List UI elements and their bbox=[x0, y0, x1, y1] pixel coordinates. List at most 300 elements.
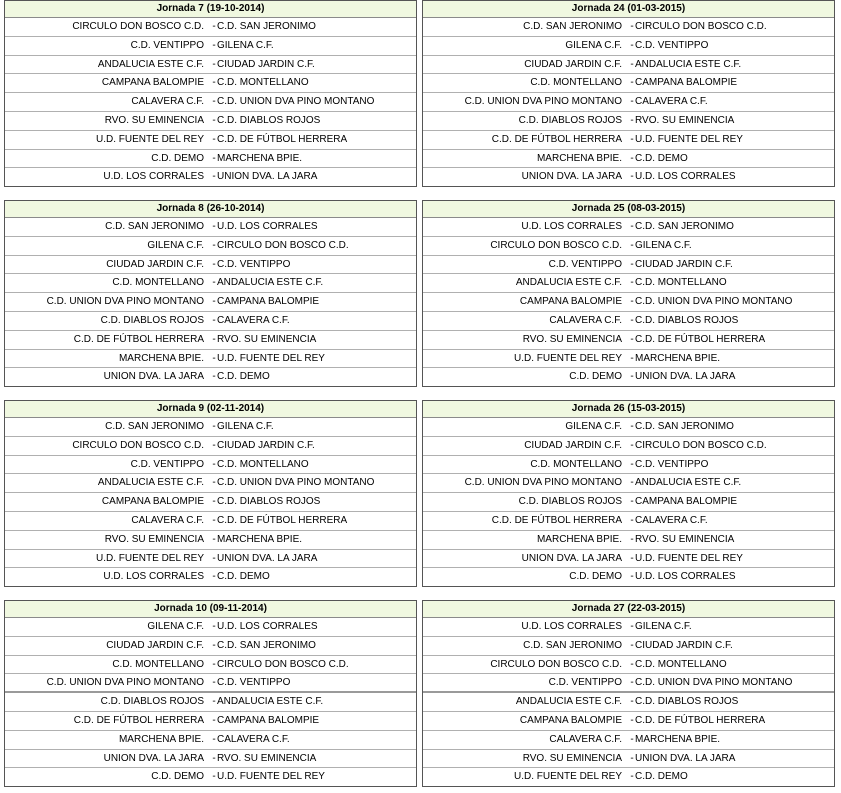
home-team: C.D. VENTIPPO bbox=[130, 39, 204, 51]
match-separator: - bbox=[630, 221, 634, 232]
match-separator: - bbox=[630, 752, 634, 764]
match-separator: - bbox=[630, 239, 634, 251]
match-separator: - bbox=[630, 333, 634, 345]
home-team: C.D. UNION DVA PINO MONTANO bbox=[46, 296, 204, 308]
match-row bbox=[5, 93, 416, 112]
round-title: Jornada 26 (15-03-2015) bbox=[423, 401, 834, 418]
match-row bbox=[423, 712, 834, 731]
match-row bbox=[423, 674, 834, 693]
match-row bbox=[423, 568, 834, 587]
home-team: CIUDAD JARDIN C.F. bbox=[106, 639, 204, 651]
match-row bbox=[5, 550, 416, 569]
away-team: CALAVERA C.F. bbox=[635, 96, 708, 108]
home-team: CIUDAD JARDIN C.F. bbox=[524, 58, 622, 70]
home-team: U.D. FUENTE DEL REY bbox=[514, 771, 622, 783]
home-team: ANDALUCIA ESTE C.F. bbox=[515, 277, 622, 289]
away-team: C.D. UNION DVA PINO MONTANO bbox=[635, 296, 793, 308]
home-team: C.D. DIABLOS ROJOS bbox=[518, 496, 622, 508]
away-team: U.D. LOS CORRALES bbox=[217, 221, 318, 232]
home-team: UNION DVA. LA JARA bbox=[103, 752, 204, 764]
away-team: CALAVERA C.F. bbox=[217, 314, 290, 326]
match-row bbox=[5, 637, 416, 656]
away-team: GILENA C.F. bbox=[635, 621, 692, 632]
match-row bbox=[423, 168, 834, 187]
home-team: C.D. SAN JERONIMO bbox=[523, 639, 622, 651]
away-team: MARCHENA BPIE. bbox=[635, 352, 721, 364]
home-team: C.D. DEMO bbox=[569, 571, 622, 583]
match-row bbox=[423, 112, 834, 131]
match-separator: - bbox=[630, 477, 634, 489]
match-separator: - bbox=[212, 333, 216, 345]
away-team: RVO. SU EMINENCIA bbox=[635, 114, 735, 126]
home-team: CAMPANA BALOMPIE bbox=[519, 714, 622, 726]
match-separator: - bbox=[630, 696, 634, 708]
match-separator: - bbox=[212, 171, 216, 183]
match-row bbox=[5, 568, 416, 587]
home-team: ANDALUCIA ESTE C.F. bbox=[515, 696, 622, 708]
round-row bbox=[4, 200, 837, 389]
home-team: C.D. UNION DVA PINO MONTANO bbox=[464, 96, 622, 108]
match-row bbox=[5, 218, 416, 237]
away-team: CIRCULO DON BOSCO C.D. bbox=[635, 439, 767, 451]
home-team: CIUDAD JARDIN C.F. bbox=[106, 258, 204, 270]
home-team: U.D. FUENTE DEL REY bbox=[96, 133, 204, 145]
match-row bbox=[423, 274, 834, 293]
match-row bbox=[423, 368, 834, 387]
round-title: Jornada 27 (22-03-2015) bbox=[423, 601, 834, 618]
home-team: U.D. FUENTE DEL REY bbox=[96, 552, 204, 564]
home-team: C.D. VENTIPPO bbox=[548, 258, 622, 270]
away-team: CIUDAD JARDIN C.F. bbox=[217, 439, 315, 451]
match-separator: - bbox=[630, 714, 634, 726]
away-team: C.D. VENTIPPO bbox=[635, 458, 709, 470]
home-team: MARCHENA BPIE. bbox=[536, 152, 622, 164]
match-separator: - bbox=[212, 296, 216, 308]
away-team: ANDALUCIA ESTE C.F. bbox=[635, 477, 742, 489]
home-team: C.D. UNION DVA PINO MONTANO bbox=[46, 677, 204, 689]
match-separator: - bbox=[212, 314, 216, 326]
home-team: C.D. VENTIPPO bbox=[130, 458, 204, 470]
round-title: Jornada 8 (26-10-2014) bbox=[5, 201, 416, 218]
match-row bbox=[5, 350, 416, 369]
away-team: CIUDAD JARDIN C.F. bbox=[635, 639, 733, 651]
match-row bbox=[5, 418, 416, 437]
home-team: C.D. MONTELLANO bbox=[530, 77, 622, 89]
away-team: U.D. FUENTE DEL REY bbox=[217, 771, 325, 783]
match-separator: - bbox=[212, 477, 216, 489]
match-separator: - bbox=[212, 771, 216, 783]
away-team: C.D. SAN JERONIMO bbox=[217, 639, 316, 651]
home-team: C.D. DIABLOS ROJOS bbox=[100, 696, 204, 708]
fixture-block-right bbox=[422, 600, 835, 787]
home-team: U.D. LOS CORRALES bbox=[103, 571, 204, 583]
match-row bbox=[423, 312, 834, 331]
home-team: RVO. SU EMINENCIA bbox=[522, 333, 622, 345]
match-row bbox=[423, 550, 834, 569]
match-row bbox=[423, 18, 834, 37]
match-separator: - bbox=[630, 296, 634, 308]
home-team: CIUDAD JARDIN C.F. bbox=[524, 439, 622, 451]
home-team: CAMPANA BALOMPIE bbox=[101, 77, 204, 89]
away-team: U.D. FUENTE DEL REY bbox=[217, 352, 325, 364]
match-row bbox=[423, 437, 834, 456]
match-row bbox=[5, 168, 416, 187]
away-team: CALAVERA C.F. bbox=[635, 514, 708, 526]
away-team: C.D. UNION DVA PINO MONTANO bbox=[217, 96, 375, 108]
match-separator: - bbox=[212, 114, 216, 126]
match-row bbox=[423, 350, 834, 369]
match-separator: - bbox=[630, 439, 634, 451]
home-team: ANDALUCIA ESTE C.F. bbox=[97, 477, 204, 489]
home-team: GILENA C.F. bbox=[147, 239, 204, 251]
round-title: Jornada 9 (02-11-2014) bbox=[5, 401, 416, 418]
match-row bbox=[5, 112, 416, 131]
match-separator: - bbox=[630, 496, 634, 508]
match-separator: - bbox=[630, 152, 634, 164]
away-team: C.D. DIABLOS ROJOS bbox=[217, 496, 321, 508]
match-separator: - bbox=[630, 733, 634, 745]
match-separator: - bbox=[212, 77, 216, 89]
match-separator: - bbox=[630, 21, 634, 32]
match-row bbox=[423, 74, 834, 93]
match-row bbox=[5, 731, 416, 750]
match-row bbox=[5, 693, 416, 712]
home-team: C.D. DE FÚTBOL HERRERA bbox=[491, 133, 622, 145]
match-row bbox=[5, 493, 416, 512]
match-row bbox=[5, 256, 416, 275]
home-team: RVO. SU EMINENCIA bbox=[104, 114, 204, 126]
match-separator: - bbox=[212, 733, 216, 745]
match-separator: - bbox=[630, 314, 634, 326]
home-team: C.D. MONTELLANO bbox=[112, 658, 204, 670]
away-team: CIUDAD JARDIN C.F. bbox=[635, 258, 733, 270]
match-row bbox=[5, 750, 416, 769]
match-separator: - bbox=[212, 221, 216, 232]
away-team: C.D. VENTIPPO bbox=[217, 258, 291, 270]
match-separator: - bbox=[630, 258, 634, 270]
home-team: C.D. SAN JERONIMO bbox=[105, 421, 204, 432]
match-separator: - bbox=[212, 752, 216, 764]
away-team: CIRCULO DON BOSCO C.D. bbox=[217, 239, 349, 251]
away-team: C.D. DE FÚTBOL HERRERA bbox=[635, 333, 766, 345]
away-team: ANDALUCIA ESTE C.F. bbox=[217, 696, 324, 708]
match-row bbox=[5, 237, 416, 256]
home-team: U.D. LOS CORRALES bbox=[103, 171, 204, 183]
match-separator: - bbox=[630, 458, 634, 470]
away-team: CAMPANA BALOMPIE bbox=[217, 714, 320, 726]
away-team: C.D. DE FÚTBOL HERRERA bbox=[217, 514, 348, 526]
match-separator: - bbox=[212, 258, 216, 270]
away-team: C.D. DEMO bbox=[217, 371, 270, 383]
match-separator: - bbox=[212, 621, 216, 632]
match-separator: - bbox=[212, 677, 216, 689]
away-team: C.D. VENTIPPO bbox=[635, 39, 709, 51]
away-team: C.D. UNION DVA PINO MONTANO bbox=[635, 677, 793, 689]
match-row bbox=[423, 474, 834, 493]
away-team: C.D. DE FÚTBOL HERRERA bbox=[635, 714, 766, 726]
match-separator: - bbox=[212, 39, 216, 51]
away-team: ANDALUCIA ESTE C.F. bbox=[217, 277, 324, 289]
home-team: C.D. DEMO bbox=[569, 371, 622, 383]
match-row bbox=[423, 731, 834, 750]
home-team: CALAVERA C.F. bbox=[549, 733, 622, 745]
match-row bbox=[423, 218, 834, 237]
away-team: MARCHENA BPIE. bbox=[217, 152, 303, 164]
match-separator: - bbox=[212, 239, 216, 251]
fixture-block-right bbox=[422, 200, 835, 387]
home-team: U.D. LOS CORRALES bbox=[521, 221, 622, 232]
home-team: C.D. SAN JERONIMO bbox=[105, 221, 204, 232]
match-separator: - bbox=[212, 96, 216, 108]
match-separator: - bbox=[212, 21, 216, 32]
away-team: C.D. MONTELLANO bbox=[635, 277, 727, 289]
match-separator: - bbox=[630, 639, 634, 651]
match-row bbox=[423, 456, 834, 475]
match-row bbox=[5, 131, 416, 150]
match-row bbox=[5, 474, 416, 493]
match-row bbox=[423, 131, 834, 150]
match-separator: - bbox=[630, 658, 634, 670]
fixture-block-left bbox=[4, 0, 417, 187]
match-separator: - bbox=[630, 96, 634, 108]
away-team: U.D. LOS CORRALES bbox=[635, 571, 736, 583]
match-separator: - bbox=[212, 552, 216, 564]
home-team: MARCHENA BPIE. bbox=[536, 533, 622, 545]
home-team: C.D. UNION DVA PINO MONTANO bbox=[464, 477, 622, 489]
home-team: CIRCULO DON BOSCO C.D. bbox=[490, 658, 622, 670]
home-team: C.D. DIABLOS ROJOS bbox=[518, 114, 622, 126]
match-separator: - bbox=[630, 421, 634, 432]
away-team: C.D. MONTELLANO bbox=[217, 77, 309, 89]
away-team: UNION DVA. LA JARA bbox=[217, 552, 318, 564]
away-team: CAMPANA BALOMPIE bbox=[217, 296, 320, 308]
home-team: C.D. SAN JERONIMO bbox=[523, 21, 622, 32]
away-team: CAMPANA BALOMPIE bbox=[635, 496, 738, 508]
home-team: C.D. DEMO bbox=[151, 771, 204, 783]
away-team: GILENA C.F. bbox=[635, 239, 692, 251]
away-team: C.D. SAN JERONIMO bbox=[217, 21, 316, 32]
match-separator: - bbox=[630, 621, 634, 632]
home-team: U.D. LOS CORRALES bbox=[521, 621, 622, 632]
home-team: C.D. DE FÚTBOL HERRERA bbox=[491, 514, 622, 526]
match-row bbox=[5, 368, 416, 387]
fixture-block-left bbox=[4, 600, 417, 787]
home-team: ANDALUCIA ESTE C.F. bbox=[97, 58, 204, 70]
match-separator: - bbox=[212, 277, 216, 289]
home-team: CIRCULO DON BOSCO C.D. bbox=[72, 439, 204, 451]
match-row bbox=[5, 712, 416, 731]
away-team: MARCHENA BPIE. bbox=[635, 733, 721, 745]
fixture-block-left bbox=[4, 400, 417, 587]
away-team: C.D. DE FÚTBOL HERRERA bbox=[217, 133, 348, 145]
away-team: C.D. DEMO bbox=[217, 571, 270, 583]
away-team: C.D. DIABLOS ROJOS bbox=[635, 696, 739, 708]
match-row bbox=[5, 150, 416, 169]
match-separator: - bbox=[212, 533, 216, 545]
match-row bbox=[423, 637, 834, 656]
match-separator: - bbox=[212, 658, 216, 670]
home-team: CIRCULO DON BOSCO C.D. bbox=[490, 239, 622, 251]
home-team: C.D. VENTIPPO bbox=[548, 677, 622, 689]
round-row bbox=[4, 600, 837, 789]
match-row bbox=[423, 331, 834, 350]
match-separator: - bbox=[212, 514, 216, 526]
match-row bbox=[5, 56, 416, 75]
match-row bbox=[5, 674, 416, 693]
match-separator: - bbox=[630, 39, 634, 51]
match-row bbox=[5, 456, 416, 475]
match-row bbox=[423, 56, 834, 75]
match-row bbox=[423, 256, 834, 275]
away-team: CIUDAD JARDIN C.F. bbox=[217, 58, 315, 70]
match-separator: - bbox=[630, 514, 634, 526]
away-team: C.D. SAN JERONIMO bbox=[635, 421, 734, 432]
match-separator: - bbox=[212, 496, 216, 508]
home-team: CAMPANA BALOMPIE bbox=[101, 496, 204, 508]
away-team: UNION DVA. LA JARA bbox=[635, 371, 736, 383]
match-row bbox=[423, 93, 834, 112]
match-row bbox=[5, 74, 416, 93]
match-row bbox=[423, 531, 834, 550]
home-team: C.D. DIABLOS ROJOS bbox=[100, 314, 204, 326]
away-team: RVO. SU EMINENCIA bbox=[217, 752, 317, 764]
match-row bbox=[5, 37, 416, 56]
home-team: GILENA C.F. bbox=[147, 621, 204, 632]
away-team: CALAVERA C.F. bbox=[217, 733, 290, 745]
away-team: C.D. UNION DVA PINO MONTANO bbox=[217, 477, 375, 489]
away-team: C.D. DIABLOS ROJOS bbox=[217, 114, 321, 126]
match-row bbox=[5, 293, 416, 312]
match-separator: - bbox=[212, 58, 216, 70]
match-row bbox=[5, 512, 416, 531]
match-row bbox=[423, 37, 834, 56]
match-separator: - bbox=[212, 371, 216, 383]
match-row bbox=[5, 618, 416, 637]
round-title: Jornada 24 (01-03-2015) bbox=[423, 1, 834, 18]
home-team: UNION DVA. LA JARA bbox=[103, 371, 204, 383]
match-row bbox=[423, 293, 834, 312]
away-team: U.D. FUENTE DEL REY bbox=[635, 133, 743, 145]
match-row bbox=[423, 693, 834, 712]
match-separator: - bbox=[212, 571, 216, 583]
match-separator: - bbox=[630, 771, 634, 783]
away-team: C.D. DIABLOS ROJOS bbox=[635, 314, 739, 326]
match-separator: - bbox=[212, 421, 216, 432]
home-team: MARCHENA BPIE. bbox=[118, 352, 204, 364]
round-title: Jornada 10 (09-11-2014) bbox=[5, 601, 416, 618]
match-row bbox=[423, 512, 834, 531]
match-row bbox=[423, 150, 834, 169]
home-team: GILENA C.F. bbox=[565, 39, 622, 51]
away-team: C.D. DEMO bbox=[635, 771, 688, 783]
match-row bbox=[5, 274, 416, 293]
match-row bbox=[5, 531, 416, 550]
round-row bbox=[4, 0, 837, 189]
away-team: GILENA C.F. bbox=[217, 421, 274, 432]
match-separator: - bbox=[630, 352, 634, 364]
match-separator: - bbox=[212, 696, 216, 708]
match-separator: - bbox=[630, 552, 634, 564]
match-row bbox=[5, 331, 416, 350]
fixture-block-right bbox=[422, 400, 835, 587]
away-team: CIRCULO DON BOSCO C.D. bbox=[217, 658, 349, 670]
match-row bbox=[5, 437, 416, 456]
match-row bbox=[423, 493, 834, 512]
match-row bbox=[5, 768, 416, 787]
match-separator: - bbox=[212, 152, 216, 164]
away-team: MARCHENA BPIE. bbox=[217, 533, 303, 545]
match-row bbox=[423, 237, 834, 256]
match-separator: - bbox=[212, 639, 216, 651]
home-team: CIRCULO DON BOSCO C.D. bbox=[72, 21, 204, 32]
match-separator: - bbox=[630, 114, 634, 126]
home-team: C.D. DE FÚTBOL HERRERA bbox=[73, 333, 204, 345]
home-team: CALAVERA C.F. bbox=[549, 314, 622, 326]
home-team: CALAVERA C.F. bbox=[131, 96, 204, 108]
away-team: UNION DVA. LA JARA bbox=[217, 171, 318, 183]
away-team: U.D. LOS CORRALES bbox=[217, 621, 318, 632]
match-row bbox=[423, 768, 834, 787]
home-team: U.D. FUENTE DEL REY bbox=[514, 352, 622, 364]
home-team: CALAVERA C.F. bbox=[131, 514, 204, 526]
away-team: UNION DVA. LA JARA bbox=[635, 752, 736, 764]
match-separator: - bbox=[212, 133, 216, 145]
away-team: ANDALUCIA ESTE C.F. bbox=[635, 58, 742, 70]
match-separator: - bbox=[630, 171, 634, 183]
match-separator: - bbox=[630, 58, 634, 70]
away-team: C.D. VENTIPPO bbox=[217, 677, 291, 689]
away-team: RVO. SU EMINENCIA bbox=[635, 533, 735, 545]
away-team: GILENA C.F. bbox=[217, 39, 274, 51]
match-row bbox=[5, 18, 416, 37]
round-row bbox=[4, 400, 837, 589]
match-row bbox=[423, 750, 834, 769]
fixture-block-left bbox=[4, 200, 417, 387]
round-title: Jornada 25 (08-03-2015) bbox=[423, 201, 834, 218]
match-row bbox=[5, 312, 416, 331]
match-row bbox=[5, 656, 416, 675]
match-separator: - bbox=[630, 277, 634, 289]
match-separator: - bbox=[630, 571, 634, 583]
match-separator: - bbox=[212, 458, 216, 470]
fixture-block-right bbox=[422, 0, 835, 187]
match-row bbox=[423, 656, 834, 675]
home-team: C.D. DE FÚTBOL HERRERA bbox=[73, 714, 204, 726]
home-team: UNION DVA. LA JARA bbox=[521, 552, 622, 564]
away-team: U.D. FUENTE DEL REY bbox=[635, 552, 743, 564]
home-team: MARCHENA BPIE. bbox=[118, 733, 204, 745]
home-team: C.D. MONTELLANO bbox=[530, 458, 622, 470]
away-team: C.D. DEMO bbox=[635, 152, 688, 164]
away-team: C.D. MONTELLANO bbox=[217, 458, 309, 470]
home-team: GILENA C.F. bbox=[565, 421, 622, 432]
match-separator: - bbox=[630, 77, 634, 89]
away-team: C.D. MONTELLANO bbox=[635, 658, 727, 670]
home-team: RVO. SU EMINENCIA bbox=[104, 533, 204, 545]
away-team: CIRCULO DON BOSCO C.D. bbox=[635, 21, 767, 32]
away-team: C.D. SAN JERONIMO bbox=[635, 221, 734, 232]
home-team: CAMPANA BALOMPIE bbox=[519, 296, 622, 308]
match-row bbox=[423, 618, 834, 637]
match-separator: - bbox=[630, 533, 634, 545]
match-separator: - bbox=[212, 352, 216, 364]
match-separator: - bbox=[630, 371, 634, 383]
away-team: CAMPANA BALOMPIE bbox=[635, 77, 738, 89]
away-team: U.D. LOS CORRALES bbox=[635, 171, 736, 183]
match-separator: - bbox=[630, 133, 634, 145]
match-row bbox=[423, 418, 834, 437]
away-team: RVO. SU EMINENCIA bbox=[217, 333, 317, 345]
